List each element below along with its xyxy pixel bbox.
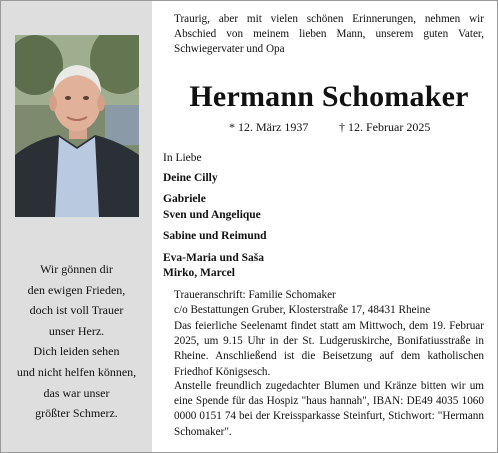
mourner-name: Sabine und Reimund [163,230,267,242]
mourner-name: Mirko, Marcel [163,267,235,279]
deceased-name: Hermann Schomaker [189,80,469,113]
poem-line: unser Herz. [48,323,105,338]
mourners-list [163,151,313,288]
poem-line: Dich leiden sehen [33,344,120,359]
mourner-name: Eva-Maria und Saša [163,251,264,264]
mourner-name: Gabriele [163,193,206,205]
poem-line: größter Schmerz. [35,406,118,421]
address-line: Traueranschrift: Familie Schomaker [174,289,336,301]
birth-date: * 12. März 1937 [229,120,309,134]
mourners-intro: In Liebe [163,152,202,164]
sidebar [1,1,152,452]
mourner-group [163,171,313,187]
mourner-group [163,192,313,223]
mourning-address [174,288,484,318]
death-date: † 12. Februar 2025 [339,120,431,134]
portrait-image [15,35,139,217]
poem-line: Wir gönnen dir [40,262,113,276]
mourner-name: Sven und Angelique [163,208,261,221]
donation-request: Anstelle freundlich zugedachter Blumen und Kränze bitten wir um eine Spende für das Hospiz "haus hannah", IBAN: DE49 4035 1060 0000 0151 74 bei der Kreissparkasse Steinfurt, Stichwort: "Hermann Schomaker". [174,380,484,438]
poem-line: doch ist voll Trauer [29,303,124,318]
address-line: c/o Bestattungen Gruber, Klosterstraße 17, 48431 Rheine [174,304,431,317]
mourner-group [163,251,313,282]
intro-text: Traurig, aber mit vielen schönen Erinnerungen, nehmen wir Abschied von meinem lieben Mann, unserem guten Vater, Schwiegervater und Opa [174,13,484,56]
mourner-group [163,229,313,245]
poem-line: das war unser [43,385,110,400]
service-info: Das feierliche Seelenamt findet statt am Mittwoch, dem 19. Februar 2025, um 9.15 Uhr in der St. Ludgeruskirche, Bonifatiusstraße in Rheine. Anschließend ist die Beisetzung auf dem katholischen Friedhof Königsesch. [174,320,484,378]
poem [1,259,152,424]
portrait-photo [15,35,139,217]
poem-line: den ewigen Frieden, [27,282,126,297]
mourner-name: Deine Cilly [163,171,218,184]
poem-line: und nicht helfen können, [16,364,137,379]
